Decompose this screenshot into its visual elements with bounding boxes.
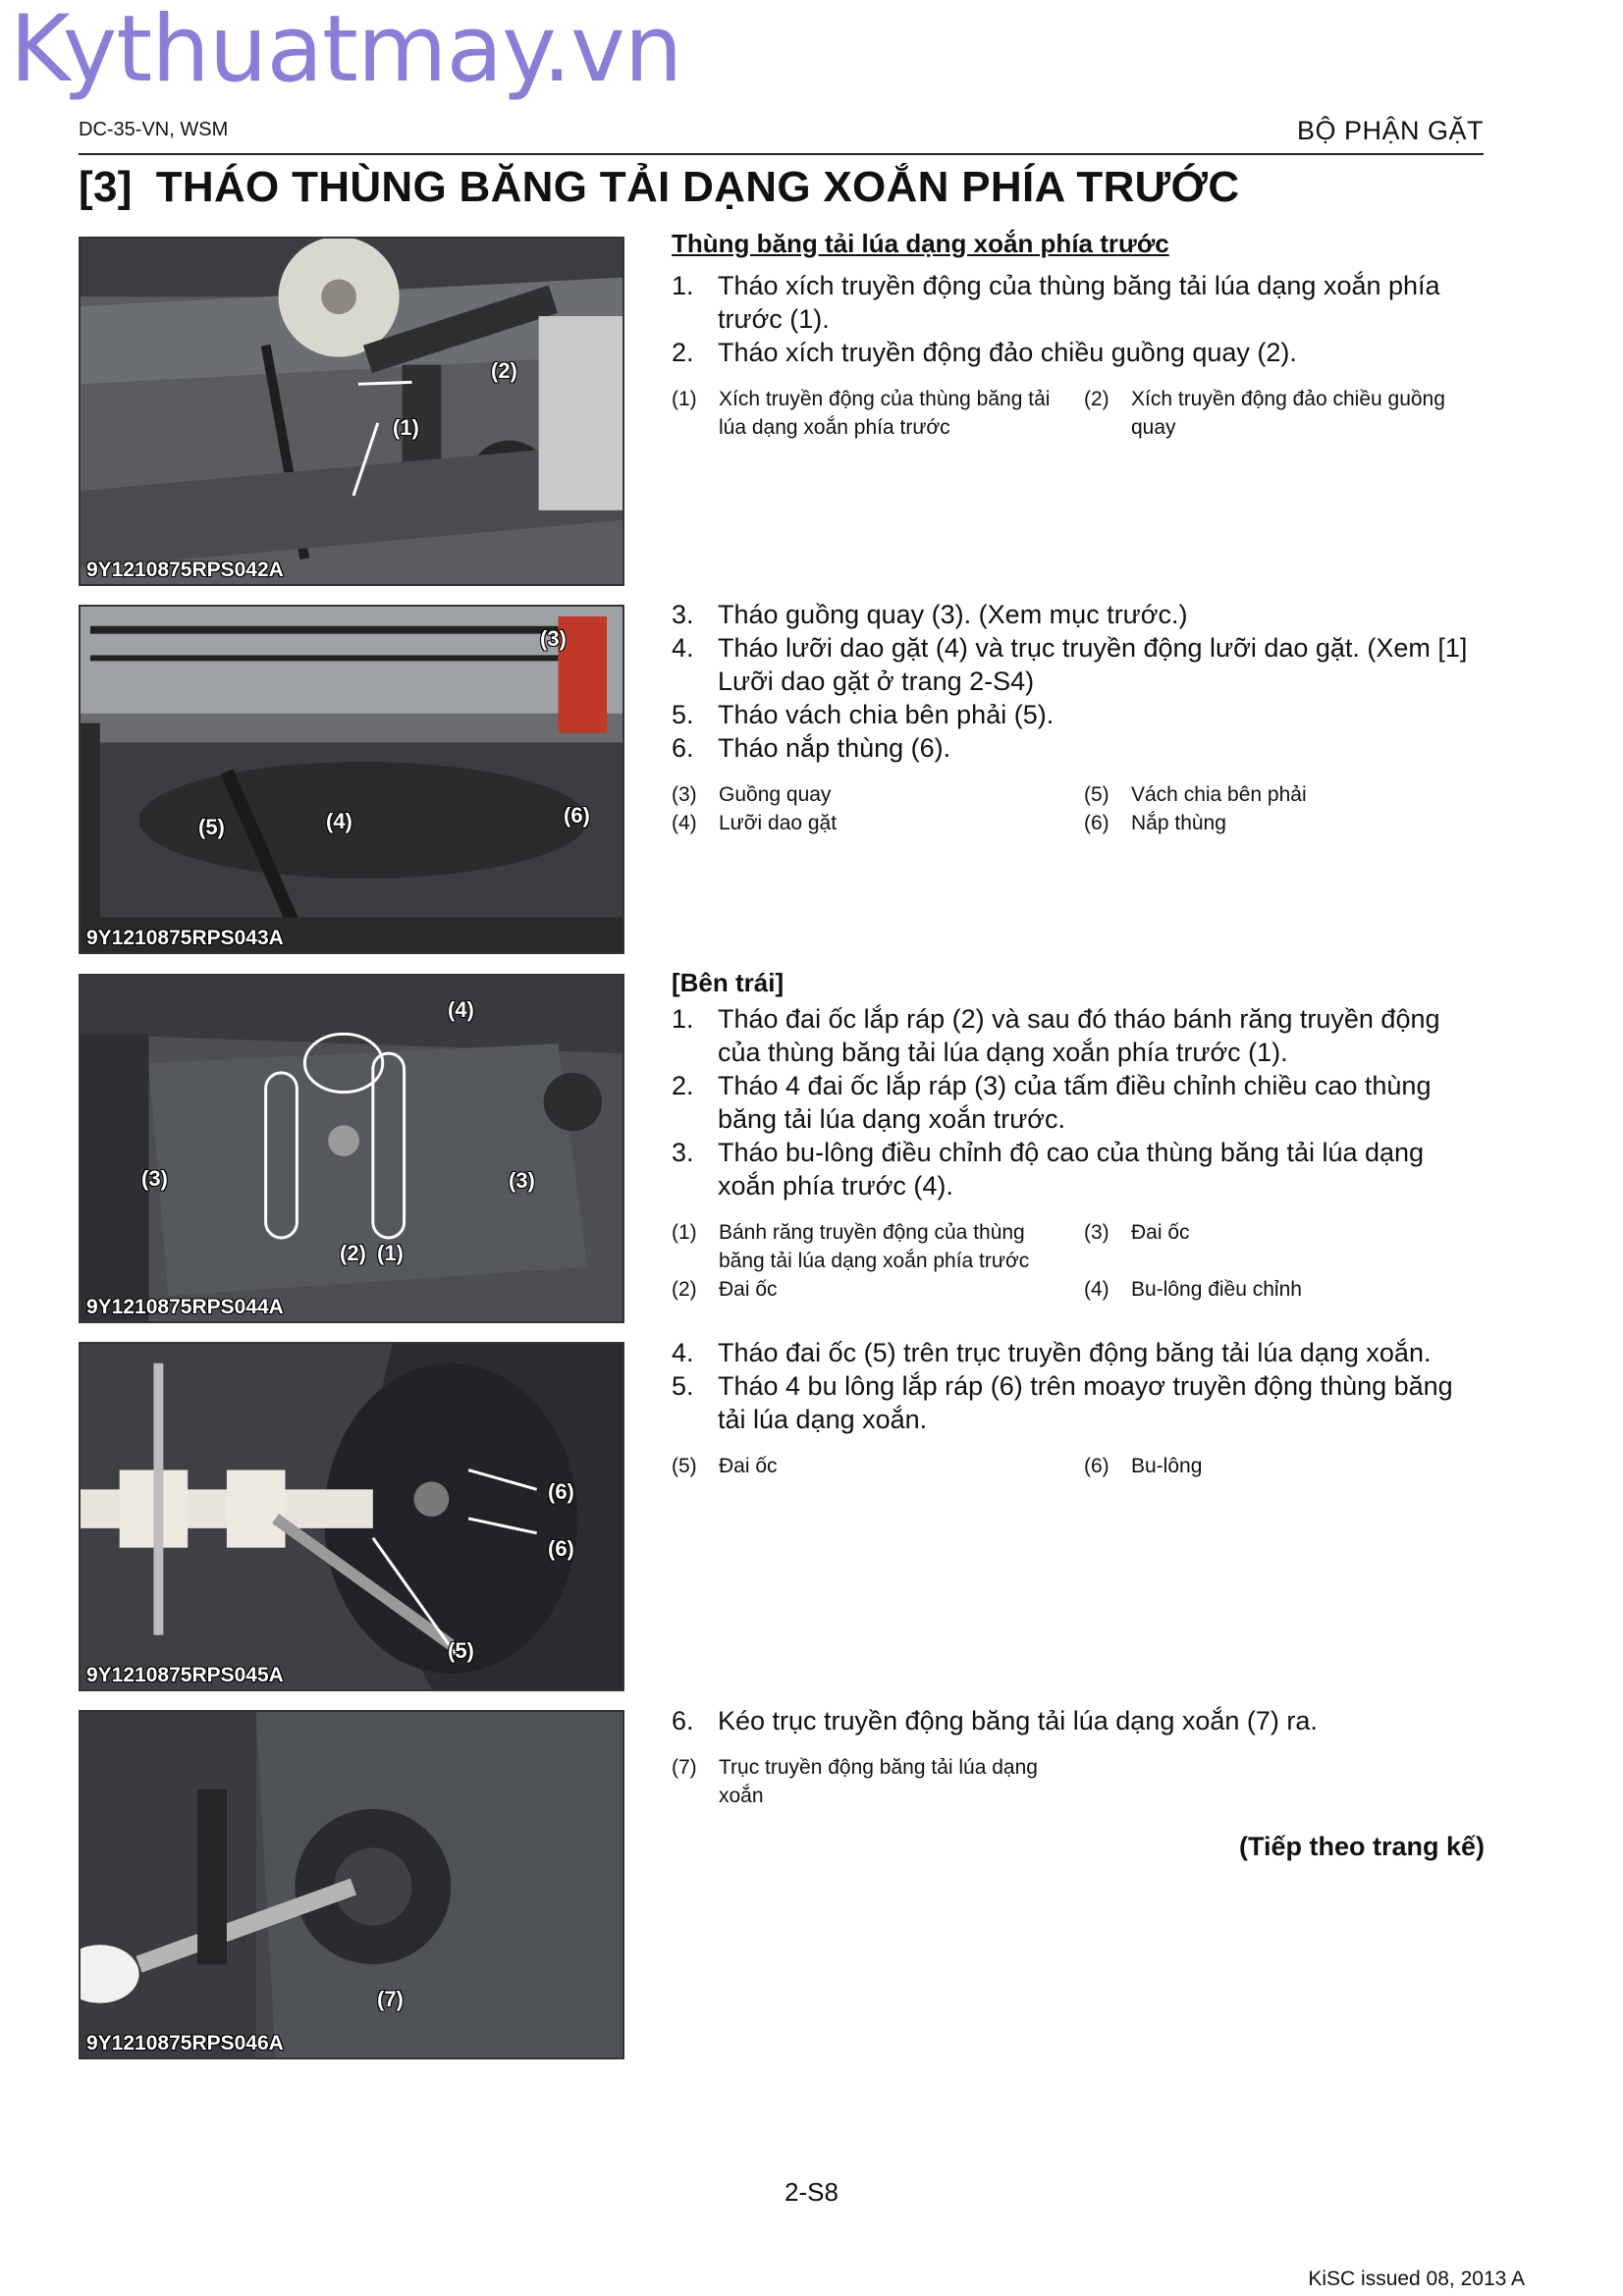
legend-number: (6) [1084,1455,1109,1477]
step-text: Tháo xích truyền động của thùng băng tải lúa dạng xoắn phía trước (1). [718,271,1440,334]
section-reel-removal [672,598,1485,837]
legend-text: Lưỡi dao gặt [719,812,838,834]
part-legend [672,780,1485,837]
callout-4: (4) [448,997,474,1022]
section-front-auger-chain [672,229,1485,442]
step-text: Tháo xích truyền động đảo chiều guồng quay (2). [718,338,1297,367]
callout-5: (5) [448,1638,474,1663]
step-number: 2. [672,338,694,367]
step-list [672,1336,1485,1436]
legend-item [1084,1275,1485,1304]
step-text: Tháo đai ốc lắp ráp (2) và sau đó tháo bánh răng truyền động của thùng băng tải lúa dạng xoắn phía trước (1). [718,1004,1440,1067]
document-code: DC-35-VN, WSM [79,119,229,140]
step-number: 3. [672,1138,694,1167]
step-item [672,1336,1485,1369]
callout-1: (1) [393,415,419,440]
step-text: Tháo 4 bu lông lắp ráp (6) trên moayơ truyền động thùng băng tải lúa dạng xoắn. [718,1371,1453,1434]
legend-number: (4) [672,812,697,834]
step-text: Tháo đai ốc (5) trên trục truyền động băng tải lúa dạng xoắn. [718,1338,1432,1367]
legend-text: Đai ốc [1131,1221,1190,1244]
legend-text: Bu-lông [1131,1455,1203,1477]
legend-number: (1) [672,388,697,410]
legend-number: (6) [1084,812,1109,834]
step-text: Tháo guồng quay (3). (Xem mục trước.) [718,600,1188,629]
photo-chain-drive [79,237,624,586]
callout-6: (6) [564,803,590,828]
issue-note: KiSC issued 08, 2013 A [1308,2268,1525,2290]
legend-text: Xích truyền động của thùng băng tải lúa dạng xoắn phía trước [719,388,1051,439]
step-text: Tháo lưỡi dao gặt (4) và trục truyền động lưỡi dao gặt. (Xem [1] Lưỡi dao gặt ở trang 2-S4) [718,633,1468,696]
part-legend [672,1753,1485,1810]
legend-text: Guồng quay [719,783,832,806]
legend-number: (2) [1084,388,1109,410]
step-number: 6. [672,733,694,763]
step-list [672,269,1485,369]
header-divider [79,153,1484,155]
step-list [672,1002,1485,1202]
photo-code: 9Y1210875RPS045A [86,1664,284,1686]
legend-number: (7) [672,1756,697,1779]
legend-text: Nắp thùng [1131,812,1226,834]
title-number: [3] [79,163,133,211]
section-drive-hub [672,1336,1485,1480]
step-item [672,336,1485,369]
step-number: 4. [672,1338,694,1367]
callout-2: (2) [491,358,517,383]
legend-text: Trục truyền động băng tải lúa dạng xoắn [719,1756,1038,1807]
callout-1: (1) [377,1241,404,1265]
step-item [672,1704,1485,1737]
step-number: 4. [672,633,694,663]
step-number: 1. [672,271,694,300]
step-list [672,1704,1485,1737]
legend-number: (1) [672,1221,697,1244]
page-title [79,163,1239,212]
photo-code: 9Y1210875RPS046A [86,2032,284,2055]
part-legend [672,1452,1485,1480]
photo-left-side-gear [79,974,624,1323]
step-item [672,1136,1485,1202]
callout-6: (6) [548,1479,574,1504]
step-number: 2. [672,1071,694,1100]
title-text: THÁO THÙNG BĂNG TẢI DẠNG XOẮN PHÍA TRƯỚC [155,163,1240,211]
legend-item [672,1218,1072,1275]
legend-text: Xích truyền động đảo chiều guồng quay [1131,388,1445,439]
photo-illustration [81,607,622,952]
callout-3: (3) [141,1166,168,1191]
watermark-logo: Kythuatmay.vn [10,0,682,103]
legend-text: Bánh răng truyền động của thùng băng tải lúa dạng xoắn phía trước [719,1221,1030,1272]
section-left-side [672,968,1485,1304]
legend-text: Đai ốc [719,1455,778,1477]
legend-number: (2) [672,1278,697,1301]
step-item [672,1069,1485,1136]
part-legend [672,1218,1485,1304]
section-name: BỘ PHẬN GẶT [1296,116,1484,145]
photo-drive-hub [79,1342,624,1691]
legend-text: Bu-lông điều chỉnh [1131,1278,1302,1301]
legend-number: (5) [1084,783,1109,806]
photo-code: 9Y1210875RPS043A [86,927,284,949]
legend-item [1084,1218,1485,1275]
legend-item [672,1275,1072,1304]
step-text: Tháo vách chia bên phải (5). [718,700,1055,729]
legend-item [672,1452,1072,1480]
legend-item [1084,809,1485,837]
step-text: Tháo nắp thùng (6). [718,733,951,763]
step-number: 5. [672,1371,694,1401]
step-item [672,1369,1485,1436]
legend-number: (5) [672,1455,697,1477]
legend-item [672,1753,1072,1810]
legend-number: (4) [1084,1278,1109,1301]
step-number: 6. [672,1706,694,1735]
photo-shaft-removal [79,1710,624,2059]
section-label: [Bên trái] [672,968,784,997]
step-item [672,731,1485,765]
callout-7: (7) [377,1987,404,2011]
photo-reel-header [79,605,624,954]
page-number: 2-S8 [784,2177,839,2207]
legend-item [1084,385,1485,442]
step-list [672,598,1485,765]
legend-item [1084,1452,1485,1480]
step-number: 1. [672,1004,694,1034]
callout-5: (5) [198,815,225,839]
photo-code: 9Y1210875RPS044A [86,1296,284,1318]
callout-6: (6) [548,1536,574,1561]
callout-3: (3) [540,626,567,651]
step-item [672,269,1485,336]
part-legend [672,385,1485,442]
step-item [672,698,1485,731]
photo-illustration [81,1344,622,1689]
legend-text: Đai ốc [719,1278,778,1301]
section-shaft-removal [672,1704,1485,1862]
legend-number: (3) [672,783,697,806]
legend-item [672,780,1072,809]
photo-illustration [81,1712,622,2057]
photo-code: 9Y1210875RPS042A [86,559,284,581]
callout-3: (3) [509,1168,535,1193]
step-item [672,1002,1485,1069]
photo-illustration [81,976,622,1321]
step-text: Tháo 4 đai ốc lắp ráp (3) của tấm điều chỉnh chiều cao thùng băng tải lúa dạng xoắn trước. [718,1071,1432,1134]
step-item [672,631,1485,698]
step-number: 5. [672,700,694,729]
step-text: Kéo trục truyền động băng tải lúa dạng xoắn (7) ra. [718,1706,1318,1735]
legend-item [1084,780,1485,809]
legend-item [672,809,1072,837]
subheading: Thùng băng tải lúa dạng xoắn phía trước [672,229,1169,258]
photo-illustration [81,239,622,584]
callout-2: (2) [340,1241,366,1265]
step-item [672,598,1485,631]
step-text: Tháo bu-lông điều chỉnh độ cao của thùng băng tải lúa dạng xoắn phía trước (4). [718,1138,1425,1201]
legend-text: Vách chia bên phải [1131,783,1307,806]
step-number: 3. [672,600,694,629]
continuation-note: (Tiếp theo trang kế) [1238,1832,1485,1861]
callout-4: (4) [326,809,352,833]
legend-item [672,385,1072,442]
legend-number: (3) [1084,1221,1109,1244]
